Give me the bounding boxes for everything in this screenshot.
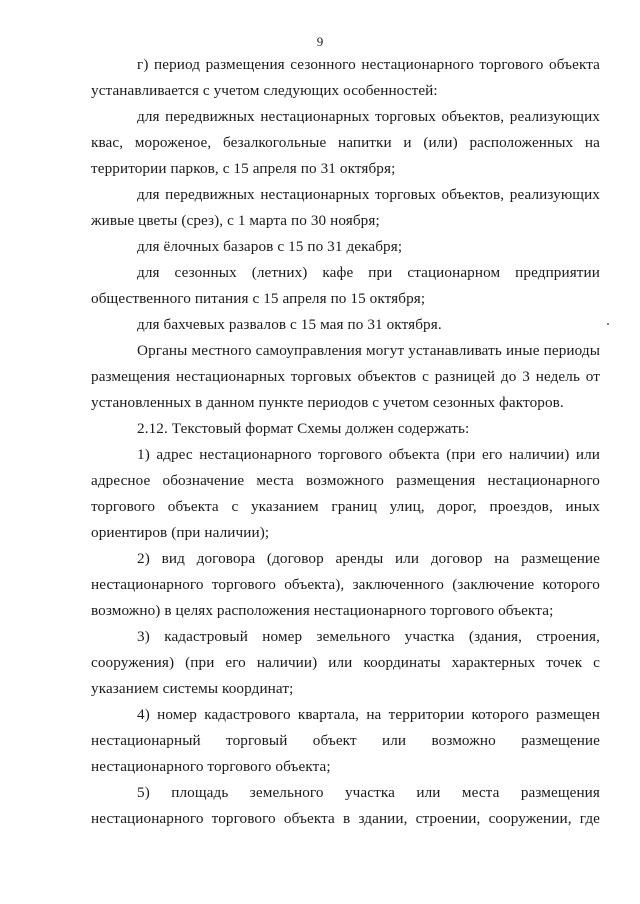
paragraph-item-3: 3) кадастровый номер земельного участка (здания, строения, сооружения) (при его наличии) или координаты характерных точек с указанием системы координат; xyxy=(91,628,600,697)
paragraph-item-2: 2) вид договора (договор аренды или договор на размещение нестационарного торгового объекта), заключенного (заключение которого возможно) в целях расположения нестационарного торгового объекта; xyxy=(91,550,600,619)
paragraph-period: г) период размещения сезонного нестационарного торгового объекта устанавливается с учетом следующих особенностей: xyxy=(91,56,600,99)
paragraph-christmas-trees: для ёлочных базаров с 15 по 31 декабря; xyxy=(137,238,403,255)
paragraph-local-authorities: Органы местного самоуправления могут устанавливать иные периоды размещения нестационарных торговых объектов с разницей до 3 недель от установленных в данном пункте периодов с учетом сезонных факторов. xyxy=(91,342,600,411)
paragraph-item-1: 1) адрес нестационарного торгового объекта (при его наличии) или адресное обозначение места возможного размещения нестационарного торгового объекта с указанием границ улиц, дорог, проездов, иных ориентиров (при наличии); xyxy=(91,446,600,541)
paragraph-item-5: 5) площадь земельного участка или места размещения нестационарного торгового объекта в здании, строении, сооружении, где xyxy=(91,784,600,827)
paragraph-2-12-heading: 2.12. Текстовый формат Схемы должен содержать: xyxy=(137,420,470,437)
paragraph-summer-cafe: для сезонных (летних) кафе при стационарном предприятии общественного питания с 15 апреля по 15 октября; xyxy=(91,264,600,307)
paragraph-item-4: 4) номер кадастрового квартала, на территории которого размещен нестационарный торговый объект или возможно размещение нестационарного торгового объекта; xyxy=(91,706,600,775)
page-number: 9 xyxy=(316,34,324,49)
paragraph-melons: для бахчевых развалов с 15 мая по 31 октября. xyxy=(137,316,442,333)
paragraph-kvass: для передвижных нестационарных торговых объектов, реализующих квас, мороженое, безалкогольные напитки и (или) расположенных на территории парков, с 15 апреля по 31 октября; xyxy=(91,108,600,177)
scan-speck xyxy=(607,323,609,325)
paragraph-flowers: для передвижных нестационарных торговых объектов, реализующих живые цветы (срез), с 1 марта по 30 ноября; xyxy=(91,186,600,229)
